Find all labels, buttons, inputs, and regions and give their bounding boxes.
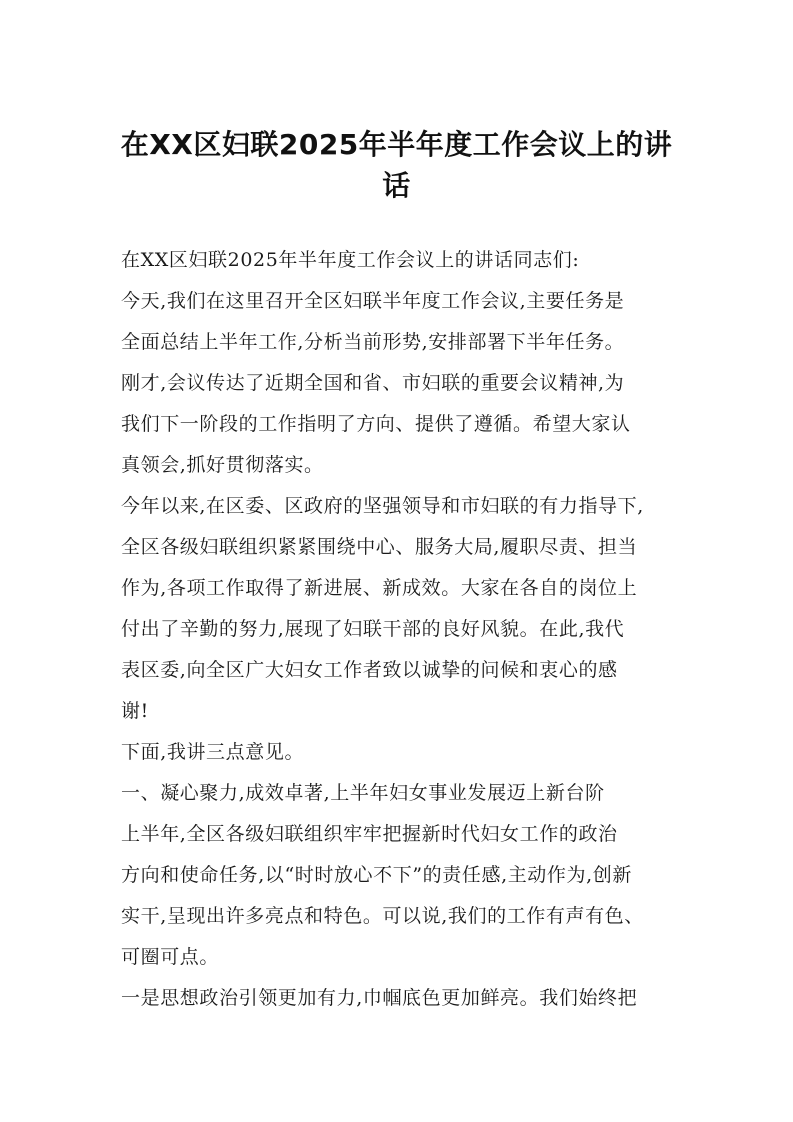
body-line: 真领会,抓好贯彻落实。 [121,454,324,476]
body-line: 实干,呈现出许多亮点和特色。可以说,我们的工作有声有色、 [121,905,644,927]
body-line: 全面总结上半年工作,分析当前形势,安排部署下半年任务。 [121,331,625,353]
body-line: 作为,各项工作取得了新进展、新成效。大家在各自的岗位上 [121,577,638,599]
body-line: 一是思想政治引领更加有力,巾帼底色更加鲜亮。我们始终把 [121,987,638,1009]
body-line: 我们下一阶段的工作指明了方向、提供了遵循。希望大家认 [121,413,631,435]
body-line: 可圈可点。 [121,946,220,968]
document-body [121,240,681,1019]
body-line: 上半年,全区各级妇联组织牢牢把握新时代妇女工作的政治 [121,823,618,845]
body-line: 今年以来,在区委、区政府的坚强领导和市妇联的有力指导下, [121,495,644,517]
body-line: 下面,我讲三点意见。 [121,741,305,763]
title-line-2: 话 [382,169,411,202]
document-title [110,121,683,203]
section-heading: 一、凝心聚力,成效卓著,上半年妇女事业发展迈上新台阶 [121,782,605,804]
body-line: 今天,我们在这里召开全区妇联半年度工作会议,主要任务是 [121,290,625,312]
body-line: 付出了辛勤的努力,展现了妇联干部的良好风貌。在此,我代 [121,618,625,640]
body-line: 刚才,会议传达了近期全国和省、市妇联的重要会议精神,为 [121,372,625,394]
title-line-1: 在XX区妇联2025年半年度工作会议上的讲 [120,128,673,161]
body-line: 全区各级妇联组织紧紧围绕中心、服务大局,履职尽责、担当 [121,536,638,558]
body-line: 在XX区妇联2025年半年度工作会议上的讲话同志们: [121,249,580,271]
body-line: 表区委,向全区广大妇女工作者致以诚挚的问候和衷心的感 [121,659,618,681]
body-line: 方向和使命任务,以“时时放心不下”的责任感,主动作为,创新 [121,864,632,886]
body-line: 谢! [121,700,149,722]
